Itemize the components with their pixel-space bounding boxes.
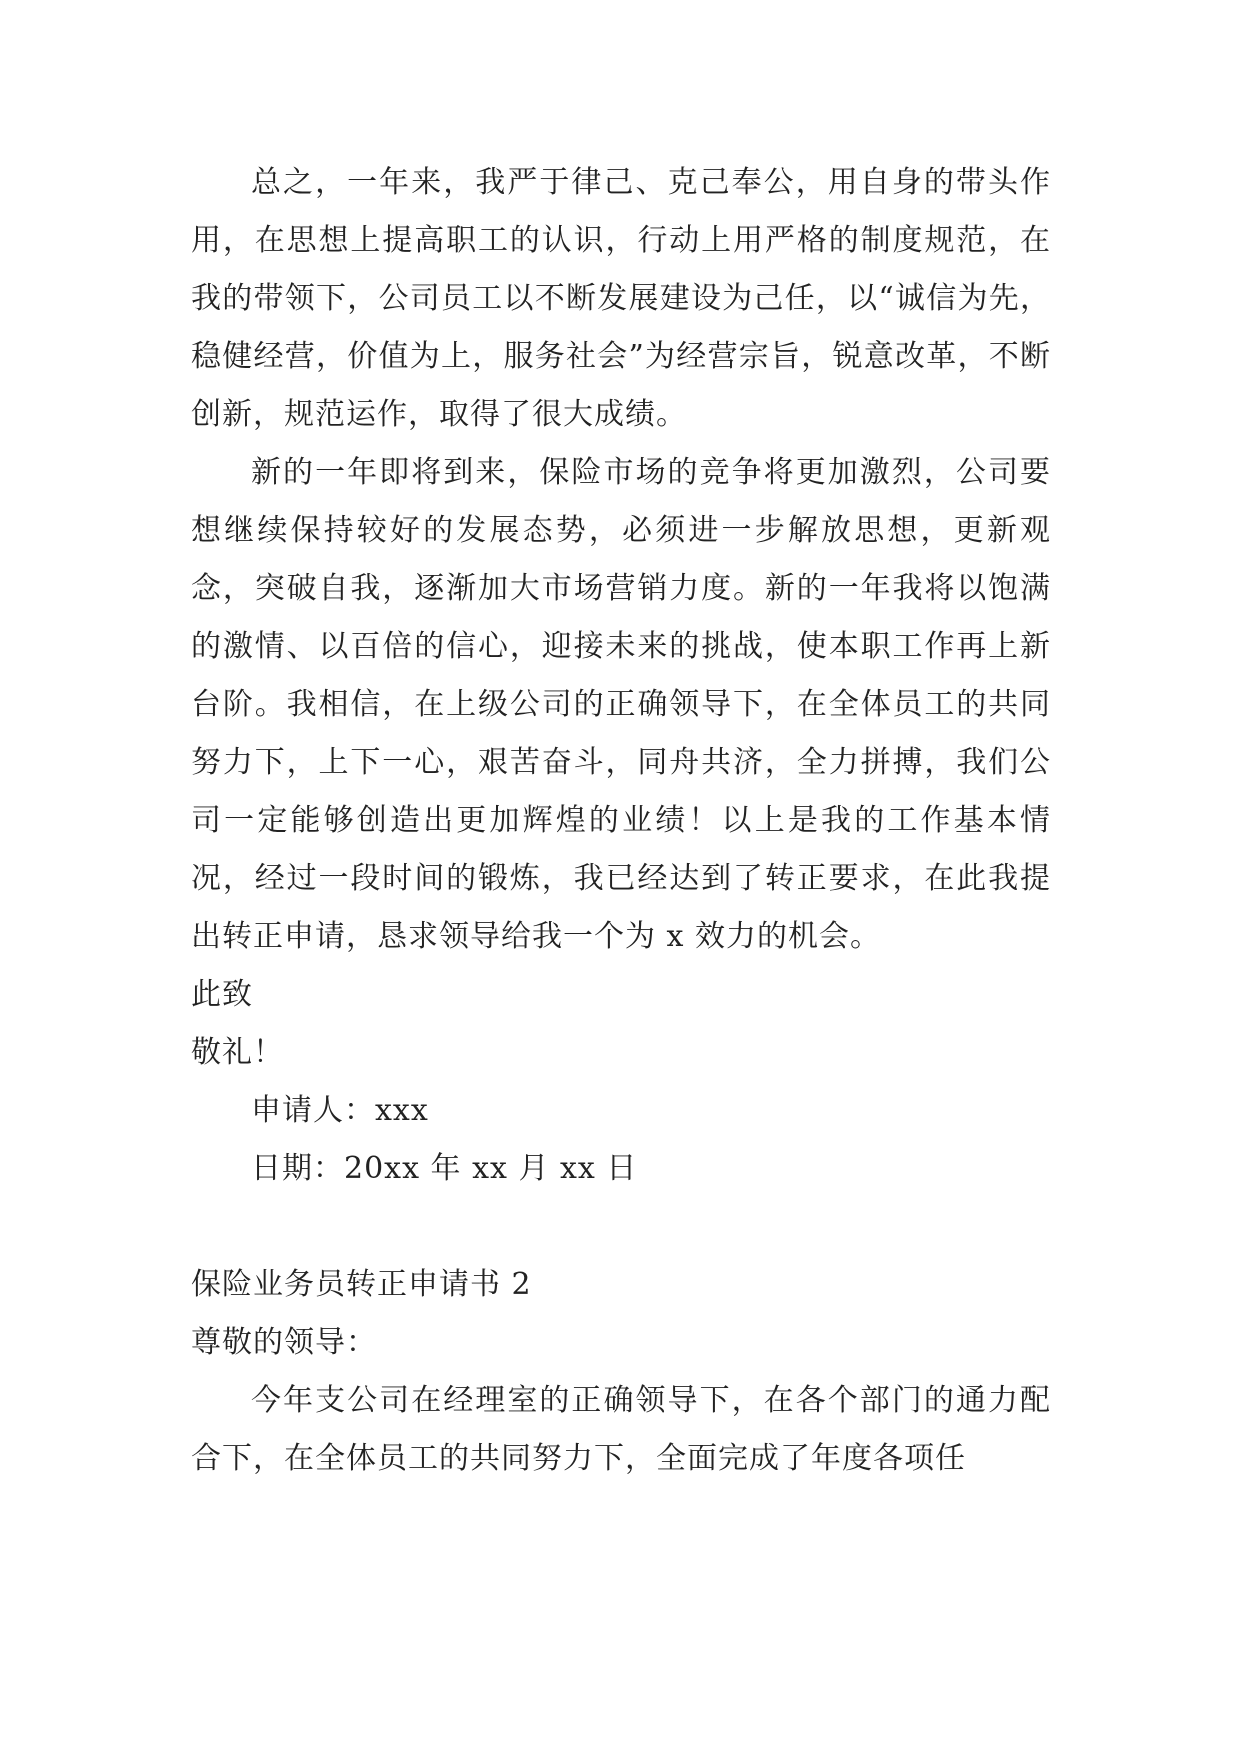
section-title-2: 保险业务员转正申请书 2: [191, 1267, 532, 1302]
applicant-line: 申请人：xxx: [251, 1093, 429, 1128]
paragraph-summary: 总之，一年来，我严于律己、克己奉公，用自身的带头作用，在思想上提高职工的认识，行动上用严格的制度规范，在我的带领下，公司员工以不断发展建设为己任，以“诚信为先，稳健经营，价值为上，服务社会”为经营宗旨，锐意改革，不断创新，规范运作，取得了很大成绩。: [191, 165, 1051, 432]
date-line: 日期：20xx 年 xx 月 xx 日: [251, 1151, 638, 1186]
closing-line-2: 敬礼！: [191, 1035, 284, 1070]
paragraph-new-year: 新的一年即将到来，保险市场的竞争将更加激烈，公司要想继续保持较好的发展态势，必须进一步解放思想，更新观念，突破自我，逐渐加大市场营销力度。新的一年我将以饱满的激情、以百倍的信心，迎接未来的挑战，使本职工作再上新台阶。我相信，在上级公司的正确领导下，在全体员工的共同努力下，上下一心，艰苦奋斗，同舟共济，全力拼搏，我们公司一定能够创造出更加辉煌的业绩！以上是我的工作基本情况，经过一段时间的锻炼，我已经达到了转正要求，在此我提出转正申请，恳求领导给我一个为 x 效力的机会。: [191, 455, 1051, 954]
document-body: [191, 154, 1051, 1488]
salutation-line: 尊敬的领导：: [191, 1325, 377, 1360]
closing-line-1: 此致: [191, 977, 253, 1012]
spacer: [191, 1198, 1051, 1256]
paragraph-annual-report: 今年支公司在经理室的正确领导下，在各个部门的通力配合下，在全体员工的共同努力下，全面完成了年度各项任: [191, 1383, 1051, 1476]
